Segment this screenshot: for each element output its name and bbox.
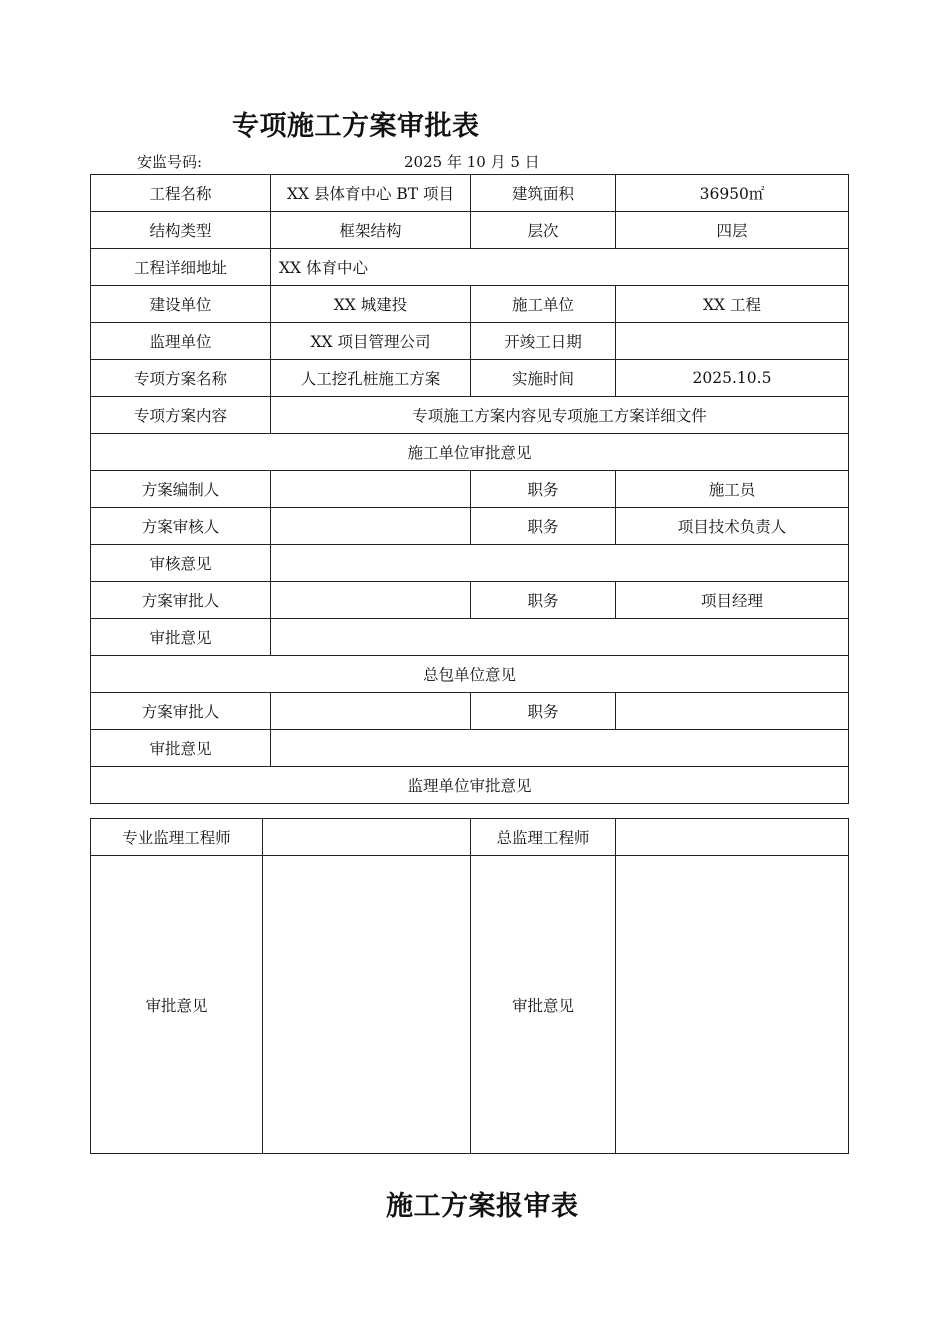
owner-label: 建设单位 bbox=[91, 286, 271, 323]
safety-code-label: 安监号码: bbox=[137, 153, 203, 171]
floors-label: 层次 bbox=[471, 212, 616, 249]
supervisor-label: 监理单位 bbox=[91, 323, 271, 360]
specialist-opinion-label: 审批意见 bbox=[91, 856, 263, 1154]
position-label: 职务 bbox=[471, 582, 616, 619]
specialist-engineer-label: 专业监理工程师 bbox=[91, 819, 263, 856]
table-row bbox=[91, 249, 849, 286]
structure-type-value: 框架结构 bbox=[271, 212, 471, 249]
floors-value: 四层 bbox=[616, 212, 849, 249]
table-row bbox=[91, 819, 849, 856]
structure-type-label: 结构类型 bbox=[91, 212, 271, 249]
document-date: 2025 年 10 月 5 日 bbox=[404, 153, 540, 171]
gc-approval-opinion-label: 审批意见 bbox=[91, 730, 271, 767]
review-opinion-value[interactable] bbox=[271, 545, 849, 582]
chief-engineer-label: 总监理工程师 bbox=[471, 819, 616, 856]
specialist-engineer-value[interactable] bbox=[263, 819, 471, 856]
reviewer-label: 方案审核人 bbox=[91, 508, 271, 545]
position-label: 职务 bbox=[471, 508, 616, 545]
general-contractor-section: 总包单位意见 bbox=[91, 656, 849, 693]
plan-name-value: 人工挖孔桩施工方案 bbox=[271, 360, 471, 397]
table-row bbox=[91, 286, 849, 323]
document-title: 专项施工方案审批表 bbox=[232, 111, 480, 142]
table-row bbox=[91, 323, 849, 360]
table-row bbox=[91, 693, 849, 730]
chief-opinion-label: 审批意见 bbox=[471, 856, 616, 1154]
reviewer-value[interactable] bbox=[271, 508, 471, 545]
author-position-value: 施工员 bbox=[616, 471, 849, 508]
building-area-label: 建筑面积 bbox=[471, 175, 616, 212]
table-row bbox=[91, 471, 849, 508]
address-value: XX 体育中心 bbox=[271, 249, 849, 286]
second-document-title: 施工方案报审表 bbox=[386, 1191, 579, 1222]
chief-opinion-value[interactable] bbox=[616, 856, 849, 1154]
owner-value: XX 城建投 bbox=[271, 286, 471, 323]
project-name-label: 工程名称 bbox=[91, 175, 271, 212]
chief-engineer-value[interactable] bbox=[616, 819, 849, 856]
contractor-value: XX 工程 bbox=[616, 286, 849, 323]
approval-opinion-label: 审批意见 bbox=[91, 619, 271, 656]
implementation-time-label: 实施时间 bbox=[471, 360, 616, 397]
dates-label: 开竣工日期 bbox=[471, 323, 616, 360]
supervision-signoff-table bbox=[90, 818, 849, 1154]
approval-opinion-value[interactable] bbox=[271, 619, 849, 656]
table-row bbox=[91, 175, 849, 212]
table-row bbox=[91, 856, 849, 1154]
plan-content-value: 专项施工方案内容见专项施工方案详细文件 bbox=[271, 397, 849, 434]
table-row bbox=[91, 582, 849, 619]
plan-name-label: 专项方案名称 bbox=[91, 360, 271, 397]
implementation-time-value: 2025.10.5 bbox=[616, 360, 849, 397]
author-value[interactable] bbox=[271, 471, 471, 508]
table-row bbox=[91, 434, 849, 471]
approver-position-value: 项目经理 bbox=[616, 582, 849, 619]
approver-label: 方案审批人 bbox=[91, 582, 271, 619]
table-row bbox=[91, 545, 849, 582]
position-label: 职务 bbox=[471, 693, 616, 730]
dates-value[interactable] bbox=[616, 323, 849, 360]
table-row bbox=[91, 508, 849, 545]
reviewer-position-value: 项目技术负责人 bbox=[616, 508, 849, 545]
review-opinion-label: 审核意见 bbox=[91, 545, 271, 582]
gc-approver-value[interactable] bbox=[271, 693, 471, 730]
table-row bbox=[91, 656, 849, 693]
approver-value[interactable] bbox=[271, 582, 471, 619]
supervision-approval-section: 监理单位审批意见 bbox=[91, 767, 849, 804]
project-name-value: XX 县体育中心 BT 项目 bbox=[271, 175, 471, 212]
gc-approval-opinion-value[interactable] bbox=[271, 730, 849, 767]
gc-position-value[interactable] bbox=[616, 693, 849, 730]
construction-approval-section: 施工单位审批意见 bbox=[91, 434, 849, 471]
approval-form-table bbox=[90, 174, 849, 804]
building-area-value: 36950㎡ bbox=[616, 175, 849, 212]
table-row bbox=[91, 360, 849, 397]
specialist-opinion-value[interactable] bbox=[263, 856, 471, 1154]
table-row bbox=[91, 730, 849, 767]
supervisor-value: XX 项目管理公司 bbox=[271, 323, 471, 360]
table-row bbox=[91, 397, 849, 434]
position-label: 职务 bbox=[471, 471, 616, 508]
author-label: 方案编制人 bbox=[91, 471, 271, 508]
address-label: 工程详细地址 bbox=[91, 249, 271, 286]
table-row bbox=[91, 212, 849, 249]
table-row bbox=[91, 619, 849, 656]
contractor-label: 施工单位 bbox=[471, 286, 616, 323]
table-row bbox=[91, 767, 849, 804]
gc-approver-label: 方案审批人 bbox=[91, 693, 271, 730]
plan-content-label: 专项方案内容 bbox=[91, 397, 271, 434]
